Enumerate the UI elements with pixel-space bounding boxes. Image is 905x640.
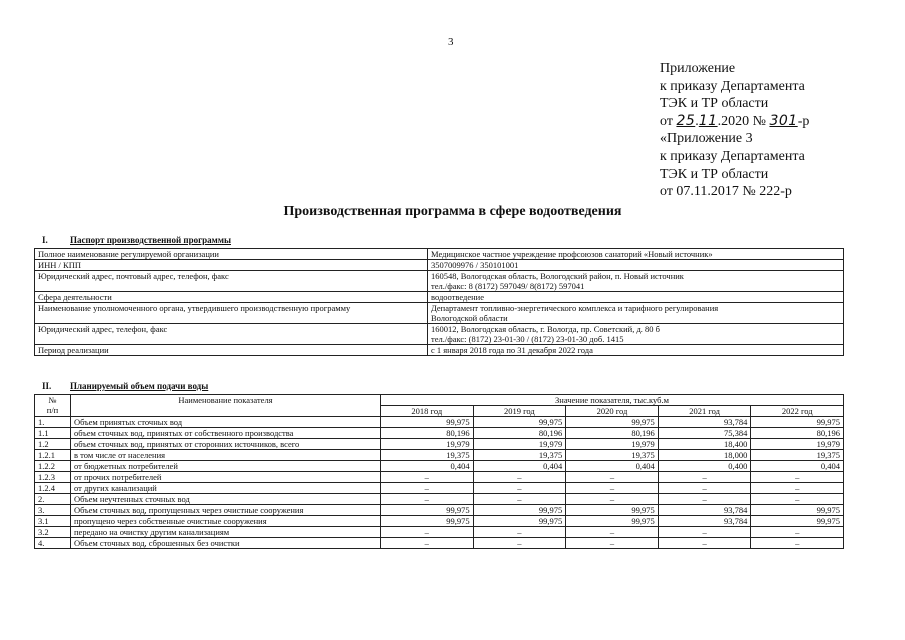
value-cell: – bbox=[381, 472, 474, 483]
row-number: 1.1 bbox=[35, 428, 71, 439]
appendix-line: ТЭК и ТР области bbox=[660, 96, 769, 112]
row-number: 1.2.2 bbox=[35, 461, 71, 472]
section-number: II. bbox=[42, 381, 52, 391]
year-header: 2018 год bbox=[381, 406, 474, 417]
value-cell: – bbox=[381, 538, 474, 549]
value-cell: – bbox=[658, 494, 751, 505]
value-cell: 99,975 bbox=[751, 516, 844, 527]
value-cell: 93,784 bbox=[658, 505, 751, 516]
value-cell: 19,979 bbox=[751, 439, 844, 450]
row-number: 1.2 bbox=[35, 439, 71, 450]
row-number: 3.2 bbox=[35, 527, 71, 538]
value-cell: 99,975 bbox=[751, 505, 844, 516]
value-cell: 0,404 bbox=[566, 461, 659, 472]
section-number: I. bbox=[42, 235, 48, 245]
value-cell: – bbox=[566, 527, 659, 538]
date-year: .2020 № bbox=[717, 113, 766, 129]
value-cell: – bbox=[566, 538, 659, 549]
passport-value bbox=[428, 260, 844, 271]
value-cell: – bbox=[658, 472, 751, 483]
value-cell: 19,979 bbox=[381, 439, 474, 450]
volume-table bbox=[34, 394, 844, 549]
value-cell: – bbox=[658, 538, 751, 549]
value-cell: – bbox=[473, 494, 566, 505]
table-row bbox=[35, 472, 844, 483]
table-row bbox=[35, 417, 844, 428]
row-number: 1.2.1 bbox=[35, 450, 71, 461]
value-cell: 19,375 bbox=[751, 450, 844, 461]
column-header-num bbox=[35, 395, 71, 417]
passport-value-line: 160012, Вологодская область, г. Вологда, пр. Советский, д. 80 б bbox=[431, 324, 661, 334]
header-row bbox=[35, 395, 844, 406]
appendix-block bbox=[660, 60, 809, 201]
value-cell: 99,975 bbox=[566, 516, 659, 527]
value-cell: – bbox=[473, 527, 566, 538]
passport-table bbox=[34, 248, 844, 356]
value-cell: 99,975 bbox=[381, 505, 474, 516]
passport-value-line: с 1 января 2018 года по 31 декабря 2022 года bbox=[431, 345, 593, 355]
value-cell: 0,400 bbox=[658, 461, 751, 472]
passport-value bbox=[428, 271, 844, 292]
document-title: Производственная программа в сфере водоотведения bbox=[283, 204, 622, 219]
value-cell: – bbox=[751, 472, 844, 483]
row-number: 4. bbox=[35, 538, 71, 549]
row-number: 1.2.4 bbox=[35, 483, 71, 494]
column-header-name: Наименование показателя bbox=[71, 395, 381, 417]
value-cell: 19,979 bbox=[566, 439, 659, 450]
passport-label: Юридический адрес, телефон, факс bbox=[35, 324, 428, 345]
row-number: 1. bbox=[35, 417, 71, 428]
page-number: 3 bbox=[448, 36, 454, 48]
table-row bbox=[35, 439, 844, 450]
header-num: № bbox=[48, 395, 57, 405]
table-row bbox=[35, 516, 844, 527]
value-cell: – bbox=[473, 483, 566, 494]
value-cell: – bbox=[658, 483, 751, 494]
passport-row bbox=[35, 292, 844, 303]
value-cell: – bbox=[658, 527, 751, 538]
row-name: от бюджетных потребителей bbox=[71, 461, 381, 472]
date-prefix: от bbox=[660, 113, 673, 129]
handwritten-order-number: 301 bbox=[769, 112, 798, 129]
handwritten-month: 11 bbox=[698, 112, 718, 129]
value-cell: 0,404 bbox=[751, 461, 844, 472]
value-cell: – bbox=[473, 472, 566, 483]
passport-label: Наименование уполномоченного органа, утвердившего производственную программу bbox=[35, 303, 428, 324]
row-name: пропущено через собственные очистные сооружения bbox=[71, 516, 381, 527]
appendix-line: к приказу Департамента bbox=[660, 78, 805, 94]
value-cell: 99,975 bbox=[381, 516, 474, 527]
table-row bbox=[35, 527, 844, 538]
row-name: от прочих потребителей bbox=[71, 472, 381, 483]
section-title: Паспорт производственной программы bbox=[70, 235, 231, 245]
passport-value bbox=[428, 249, 844, 260]
year-header: 2019 год bbox=[473, 406, 566, 417]
table-row bbox=[35, 428, 844, 439]
value-cell: – bbox=[751, 483, 844, 494]
value-cell: 99,975 bbox=[566, 417, 659, 428]
value-cell: 18,000 bbox=[658, 450, 751, 461]
year-header: 2021 год bbox=[658, 406, 751, 417]
value-cell: 99,975 bbox=[473, 516, 566, 527]
date-sep: . bbox=[695, 113, 699, 129]
row-number: 1.2.3 bbox=[35, 472, 71, 483]
value-cell: 99,975 bbox=[473, 505, 566, 516]
section-2-heading bbox=[42, 381, 208, 391]
value-cell: 93,784 bbox=[658, 417, 751, 428]
passport-row bbox=[35, 303, 844, 324]
value-cell: 99,975 bbox=[473, 417, 566, 428]
row-number: 3. bbox=[35, 505, 71, 516]
value-cell: 99,975 bbox=[566, 505, 659, 516]
value-cell: 19,979 bbox=[473, 439, 566, 450]
passport-value-line: Департамент топливно-энергетического комплекса и тарифного регулирования bbox=[431, 303, 719, 313]
value-cell: – bbox=[381, 527, 474, 538]
passport-value-line: тел./факс: 8 (8172) 597049/ 8(8172) 597041 bbox=[431, 281, 585, 291]
value-cell: – bbox=[381, 483, 474, 494]
value-cell: 0,404 bbox=[381, 461, 474, 472]
value-cell: – bbox=[751, 494, 844, 505]
section-1-heading bbox=[42, 235, 231, 245]
passport-row bbox=[35, 249, 844, 260]
value-cell: 19,375 bbox=[566, 450, 659, 461]
row-name: объем сточных вод, принятых от сторонних источников, всего bbox=[71, 439, 381, 450]
value-cell: 99,975 bbox=[381, 417, 474, 428]
passport-label: Период реализации bbox=[35, 345, 428, 356]
year-header: 2022 год bbox=[751, 406, 844, 417]
passport-value bbox=[428, 324, 844, 345]
table-row bbox=[35, 483, 844, 494]
passport-value-line: тел./факс: (8172) 23-01-30 / (8172) 23-01-30 доб. 1415 bbox=[431, 334, 624, 344]
value-cell: 18,400 bbox=[658, 439, 751, 450]
table-row bbox=[35, 461, 844, 472]
row-name: передано на очистку другим канализациям bbox=[71, 527, 381, 538]
value-cell: 19,375 bbox=[473, 450, 566, 461]
table-row bbox=[35, 505, 844, 516]
value-cell: 93,784 bbox=[658, 516, 751, 527]
passport-value-line: 3507009976 / 350101001 bbox=[431, 260, 519, 270]
row-name: в том числе от населения bbox=[71, 450, 381, 461]
order-suffix: -р bbox=[797, 113, 810, 129]
table-row bbox=[35, 538, 844, 549]
passport-label: Юридический адрес, почтовый адрес, телефон, факс bbox=[35, 271, 428, 292]
column-header-values: Значение показателя, тыс.куб.м bbox=[381, 395, 844, 406]
row-name: Объем сточных вод, сброшенных без очистки bbox=[71, 538, 381, 549]
passport-value-line: 160548, Вологодская область, Вологодский район, п. Новый источник bbox=[431, 271, 684, 281]
row-name: объем сточных вод, принятых от собственного производства bbox=[71, 428, 381, 439]
row-name: от других канализаций bbox=[71, 483, 381, 494]
passport-value-line: Вологодской области bbox=[431, 313, 508, 323]
row-number: 3.1 bbox=[35, 516, 71, 527]
passport-value-line: водоотведение bbox=[431, 292, 484, 302]
row-name: Объем сточных вод, пропущенных через очистные сооружения bbox=[71, 505, 381, 516]
appendix-line: «Приложение 3 bbox=[660, 131, 753, 147]
passport-value bbox=[428, 303, 844, 324]
row-name: Объем принятых сточных вод bbox=[71, 417, 381, 428]
value-cell: 80,196 bbox=[473, 428, 566, 439]
passport-value bbox=[428, 345, 844, 356]
passport-value-line: Медицинское частное учреждение профсоюзов санаторий «Новый источник» bbox=[431, 249, 713, 259]
appendix-line: ТЭК и ТР области bbox=[660, 166, 769, 182]
value-cell: 80,196 bbox=[381, 428, 474, 439]
appendix-line: от 07.11.2017 № 222-р bbox=[660, 184, 792, 200]
value-cell: – bbox=[566, 483, 659, 494]
row-number: 2. bbox=[35, 494, 71, 505]
passport-label: ИНН / КПП bbox=[35, 260, 428, 271]
appendix-date-line bbox=[660, 113, 809, 131]
value-cell: – bbox=[751, 527, 844, 538]
appendix-line: к приказу Департамента bbox=[660, 148, 805, 164]
passport-row bbox=[35, 345, 844, 356]
header-num-2: п/п bbox=[46, 405, 59, 415]
passport-label: Сфера деятельности bbox=[35, 292, 428, 303]
value-cell: – bbox=[381, 494, 474, 505]
value-cell: 80,196 bbox=[566, 428, 659, 439]
value-cell: 0,404 bbox=[473, 461, 566, 472]
table-row bbox=[35, 494, 844, 505]
handwritten-day: 25 bbox=[676, 112, 696, 129]
passport-value bbox=[428, 292, 844, 303]
value-cell: – bbox=[566, 494, 659, 505]
appendix-line: Приложение bbox=[660, 61, 736, 76]
year-header: 2020 год bbox=[566, 406, 659, 417]
passport-row bbox=[35, 260, 844, 271]
table-row bbox=[35, 450, 844, 461]
value-cell: 75,384 bbox=[658, 428, 751, 439]
value-cell: 19,375 bbox=[381, 450, 474, 461]
passport-label: Полное наименование регулируемой организации bbox=[35, 249, 428, 260]
row-name: Объем неучтенных сточных вод bbox=[71, 494, 381, 505]
value-cell: 80,196 bbox=[751, 428, 844, 439]
passport-row bbox=[35, 324, 844, 345]
value-cell: – bbox=[751, 538, 844, 549]
value-cell: 99,975 bbox=[751, 417, 844, 428]
value-cell: – bbox=[473, 538, 566, 549]
passport-row bbox=[35, 271, 844, 292]
section-title: Планируемый объем подачи воды bbox=[70, 381, 209, 391]
value-cell: – bbox=[566, 472, 659, 483]
